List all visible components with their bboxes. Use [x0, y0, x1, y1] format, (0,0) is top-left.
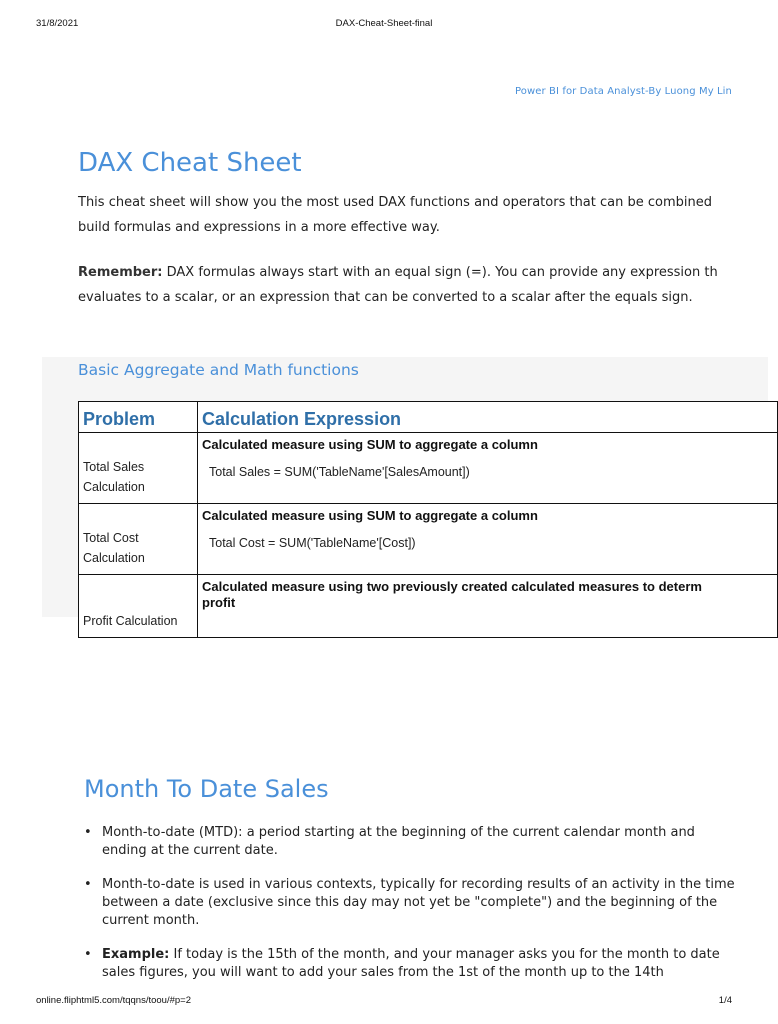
- problem-text: Total Cost: [83, 531, 139, 545]
- author-byline: Power BI for Data Analyst-By Luong My Lin: [515, 86, 732, 97]
- page-url: online.fliphtml5.com/tqqns/toou/#p=2: [36, 995, 192, 1006]
- bullet-text: [102, 824, 742, 860]
- problem-text: Profit Calculation: [83, 614, 178, 628]
- bullet-body: If today is the 15th of the month, and your manager asks you for the month to date sales figures, you will want to add your sales from the 1st of the month up to the 14th: [102, 947, 720, 980]
- list-item: [84, 824, 768, 860]
- table-row: [79, 433, 778, 504]
- table-row: [79, 575, 778, 638]
- page-number: 1/4: [718, 995, 732, 1006]
- list-item: [84, 876, 768, 930]
- remember-text: DAX formulas always start with an equal sign (=). You can provide any expression th: [162, 265, 718, 280]
- table-header-row: [79, 402, 778, 433]
- column-header-problem: Problem: [79, 402, 198, 433]
- expression-code: Total Cost = SUM('TableName'[Cost]): [209, 536, 416, 550]
- intro-line-1: This cheat sheet will show you the most used DAX functions and operators that can be combined: [78, 195, 712, 210]
- expression-description: [198, 575, 766, 611]
- column-header-expression: Calculation Expression: [198, 402, 778, 433]
- problem-cell: [79, 433, 198, 504]
- remember-label: Remember:: [78, 265, 163, 280]
- problem-text: Total Sales: [83, 460, 145, 474]
- list-item: [84, 946, 768, 982]
- bullet-label: Example:: [102, 947, 170, 962]
- print-footer: [0, 995, 768, 1009]
- bullet-text: [102, 946, 742, 982]
- section-heading-aggregate: Basic Aggregate and Math functions: [78, 361, 359, 379]
- expression-description-line-2: profit: [202, 595, 236, 610]
- expression-cell: [198, 575, 778, 638]
- bullet-text: [102, 876, 742, 930]
- document-page: [0, 40, 768, 992]
- problem-cell: [79, 575, 198, 638]
- bullet-body: Month-to-date (MTD): a period starting at the beginning of the current calendar month and ending at the current date.: [102, 825, 695, 858]
- table-row: [79, 504, 778, 575]
- bullet-icon: •: [84, 947, 92, 962]
- print-header: [0, 18, 768, 32]
- problem-text: Calculation: [83, 480, 145, 494]
- mtd-bullet-list: [84, 824, 768, 998]
- bullet-icon: •: [84, 877, 92, 892]
- problem-cell: [79, 504, 198, 575]
- print-title: DAX-Cheat-Sheet-final: [335, 18, 433, 29]
- intro-line-2: build formulas and expressions in a more effective way.: [78, 220, 440, 235]
- problem-text: Calculation: [83, 551, 145, 565]
- expression-description: Calculated measure using SUM to aggregate a column: [202, 508, 538, 523]
- dax-table: [78, 401, 778, 638]
- remember-line-2: evaluates to a scalar, or an expression that can be converted to a scalar after the equals sign.: [78, 290, 693, 305]
- print-date: 31/8/2021: [36, 18, 79, 29]
- page-title: DAX Cheat Sheet: [78, 148, 302, 178]
- expression-description-line-1: Calculated measure using two previously created calculated measures to determ: [202, 579, 702, 594]
- remember-line-1: [78, 260, 768, 285]
- intro-paragraph: [78, 190, 768, 240]
- section-heading-mtd: Month To Date Sales: [84, 775, 329, 803]
- aggregate-functions-panel: [42, 357, 768, 628]
- remember-paragraph: [78, 260, 768, 310]
- expression-code: Total Sales = SUM('TableName'[SalesAmount]): [209, 465, 470, 479]
- expression-description: Calculated measure using SUM to aggregate a column: [202, 437, 538, 452]
- expression-cell: [198, 433, 778, 504]
- bullet-icon: •: [84, 825, 92, 840]
- bullet-body: Month-to-date is used in various contexts, typically for recording results of an activity in the time between a date (exclusive since this day may not yet be "complete") and the beginning of the current month.: [102, 877, 735, 928]
- expression-cell: [198, 504, 778, 575]
